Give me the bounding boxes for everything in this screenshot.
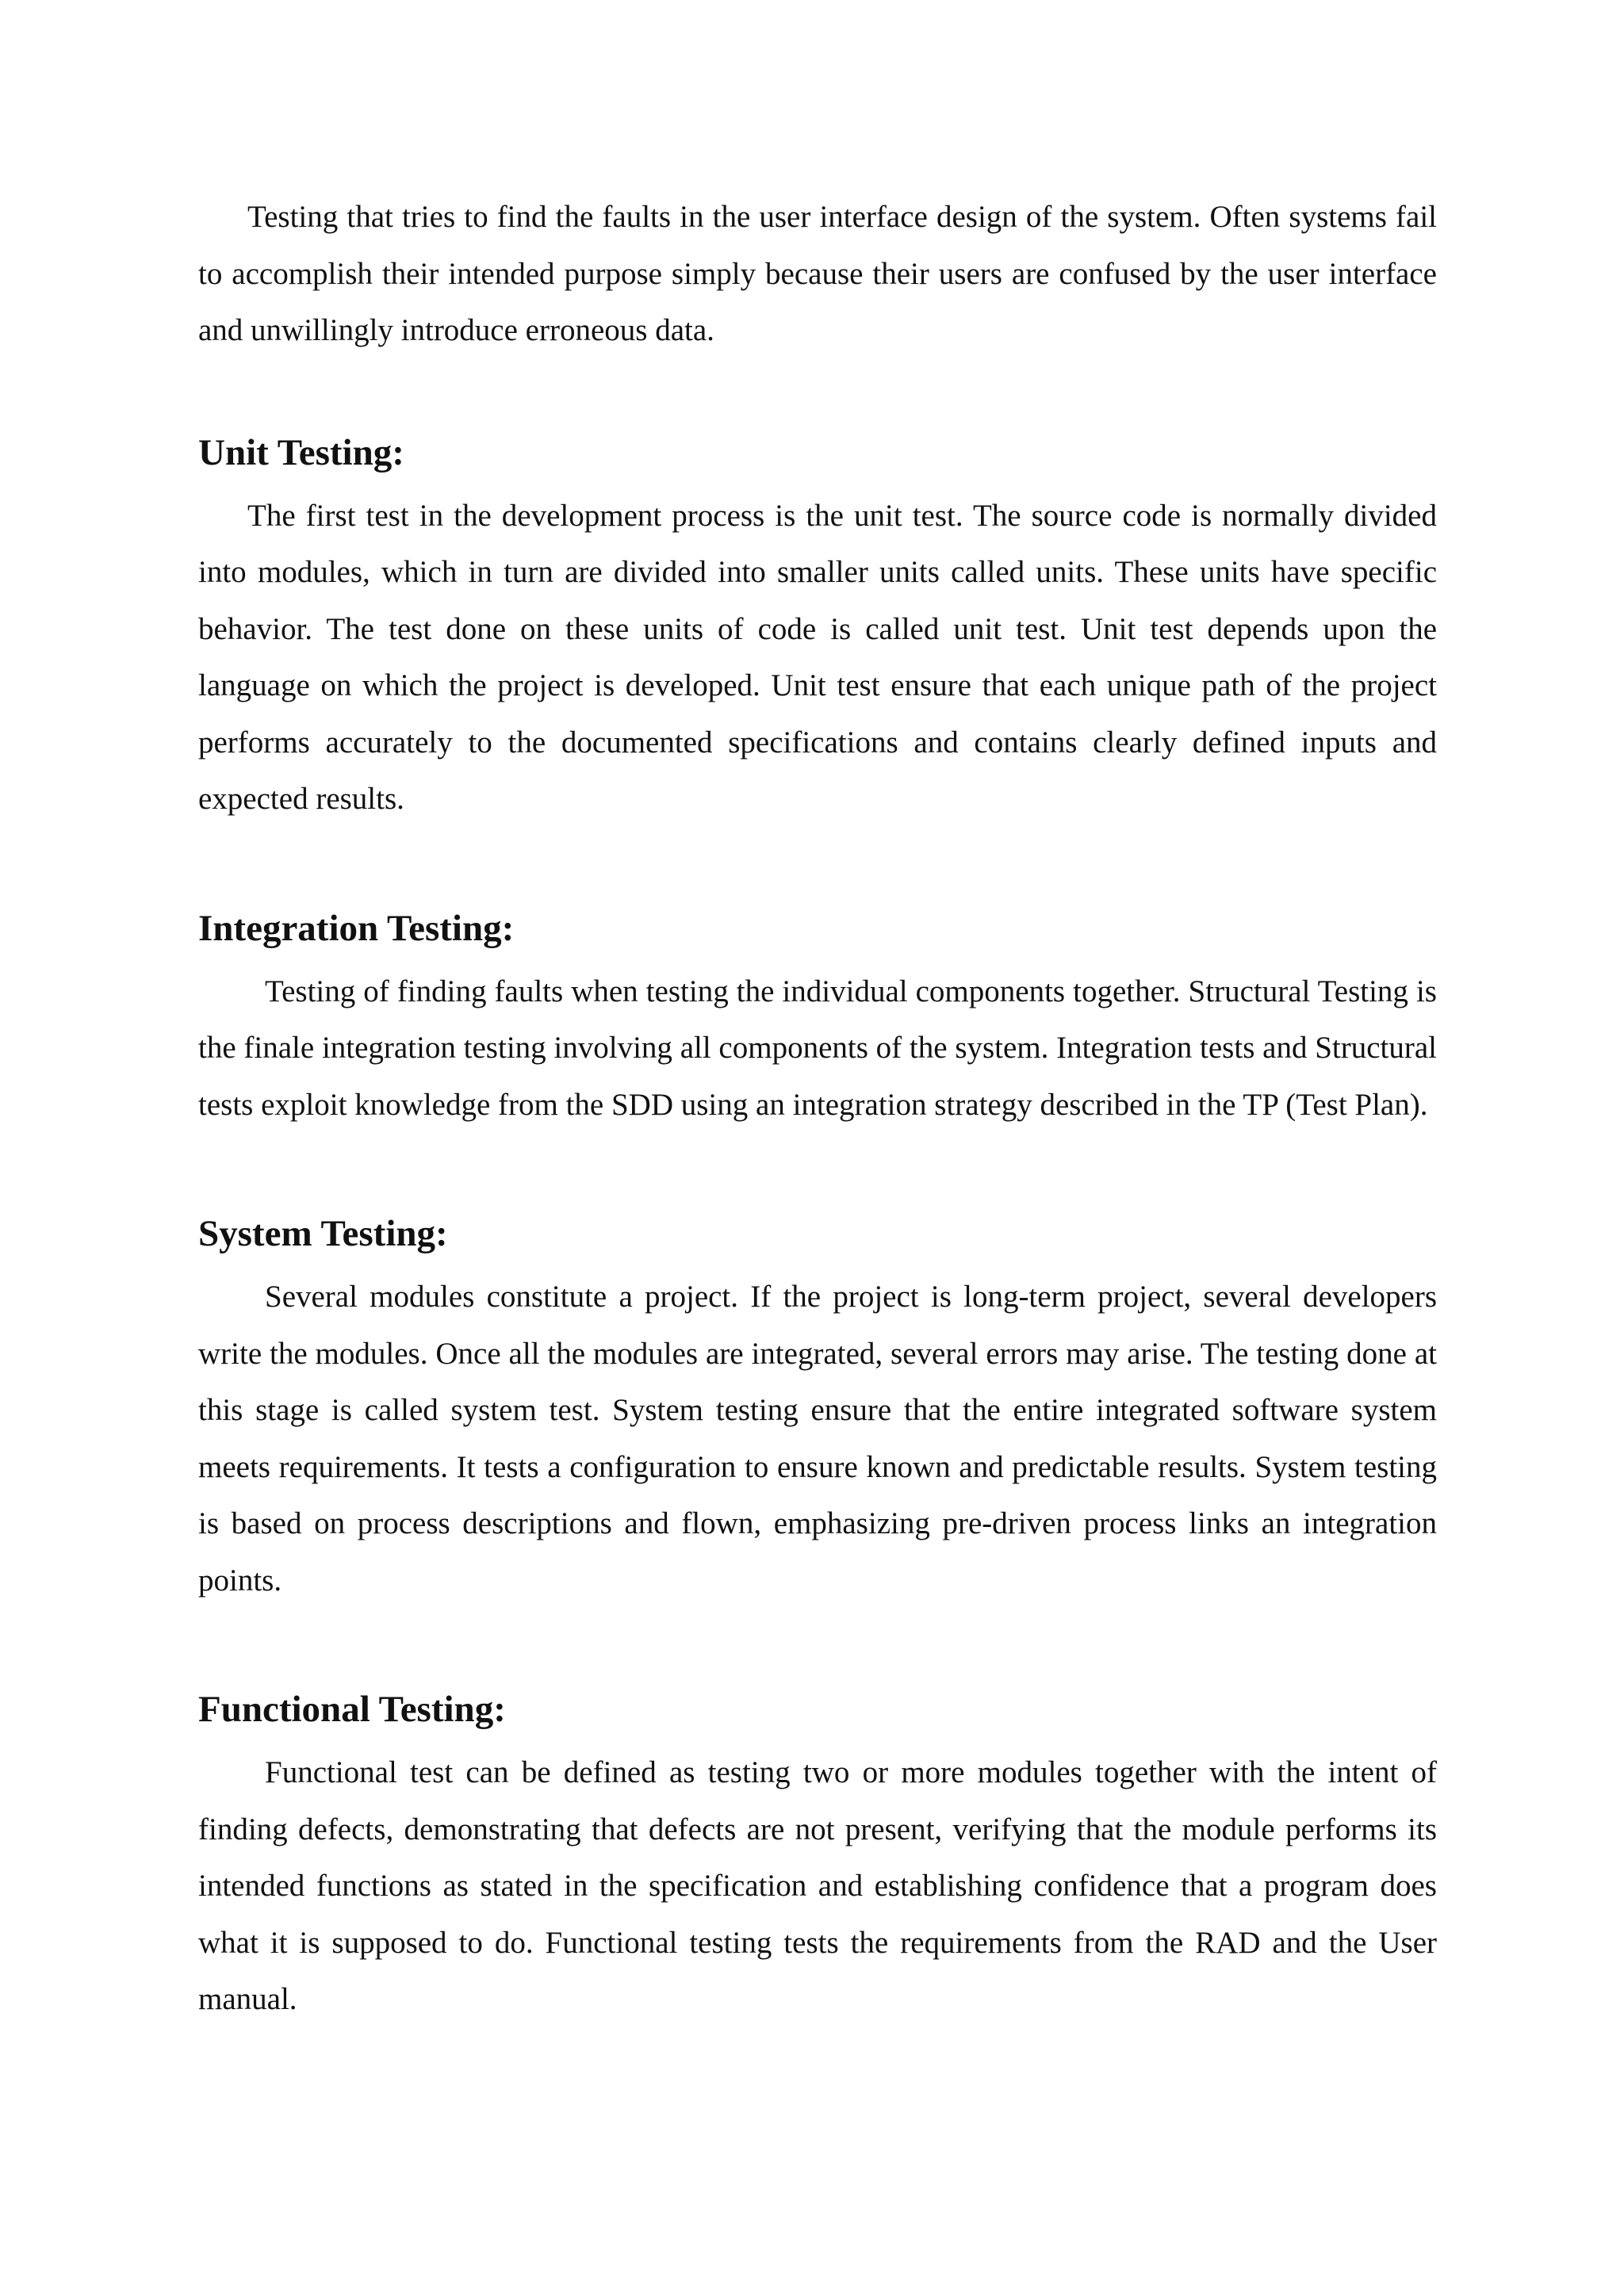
paragraph-functional-testing: Functional test can be defined as testing two or more modules together with the intent of finding defects, demonstrating that defects are not present, verifying that the module performs its intended functions as stated in the specification and establishing confidence that a program does what it is supposed to do. Functional testing tests the requirements from the RAD and the User manual. [198,1755,1437,2016]
paragraph-integration-testing: Testing of finding faults when testing the individual components together. Structural Testing is the finale integration testing involving all components of the system. Integration tests and Structural tests exploit knowledge from the SDD using an integration strategy described in the TP (Test Plan). [198,974,1437,1122]
heading-system-testing: System Testing: [198,1213,448,1254]
intro-paragraph: Testing that tries to find the faults in the user interface design of the system. Often systems fail to accomplish their intended purpose simply because their users are confused by the user interface and unwillingly introduce erroneous data. [198,200,1437,347]
heading-functional-testing: Functional Testing: [198,1689,506,1730]
heading-unit-testing: Unit Testing: [198,431,404,473]
paragraph-system-testing: Several modules constitute a project. If the project is long-term project, several developers write the modules. Once all the modules are integrated, several errors may arise. The testing done at this stage is called system test. System testing ensure that the entire integrated software system meets requirements. It tests a configuration to ensure known and predictable results. System testing is based on process descriptions and flown, emphasizing pre-driven process links an integration points. [198,1280,1437,1598]
paragraph-unit-testing: The first test in the development process is the unit test. The source code is normally divided into modules, which in turn are divided into smaller units called units. These units have specific behavior. The test done on these units of code is called unit test. Unit test depends upon the language on which the project is developed. Unit test ensure that each unique path of the project performs accurately to the documented specifications and contains clearly defined inputs and expected results. [198,498,1437,816]
document-page [198,189,1437,2028]
heading-integration-testing: Integration Testing: [198,907,515,949]
